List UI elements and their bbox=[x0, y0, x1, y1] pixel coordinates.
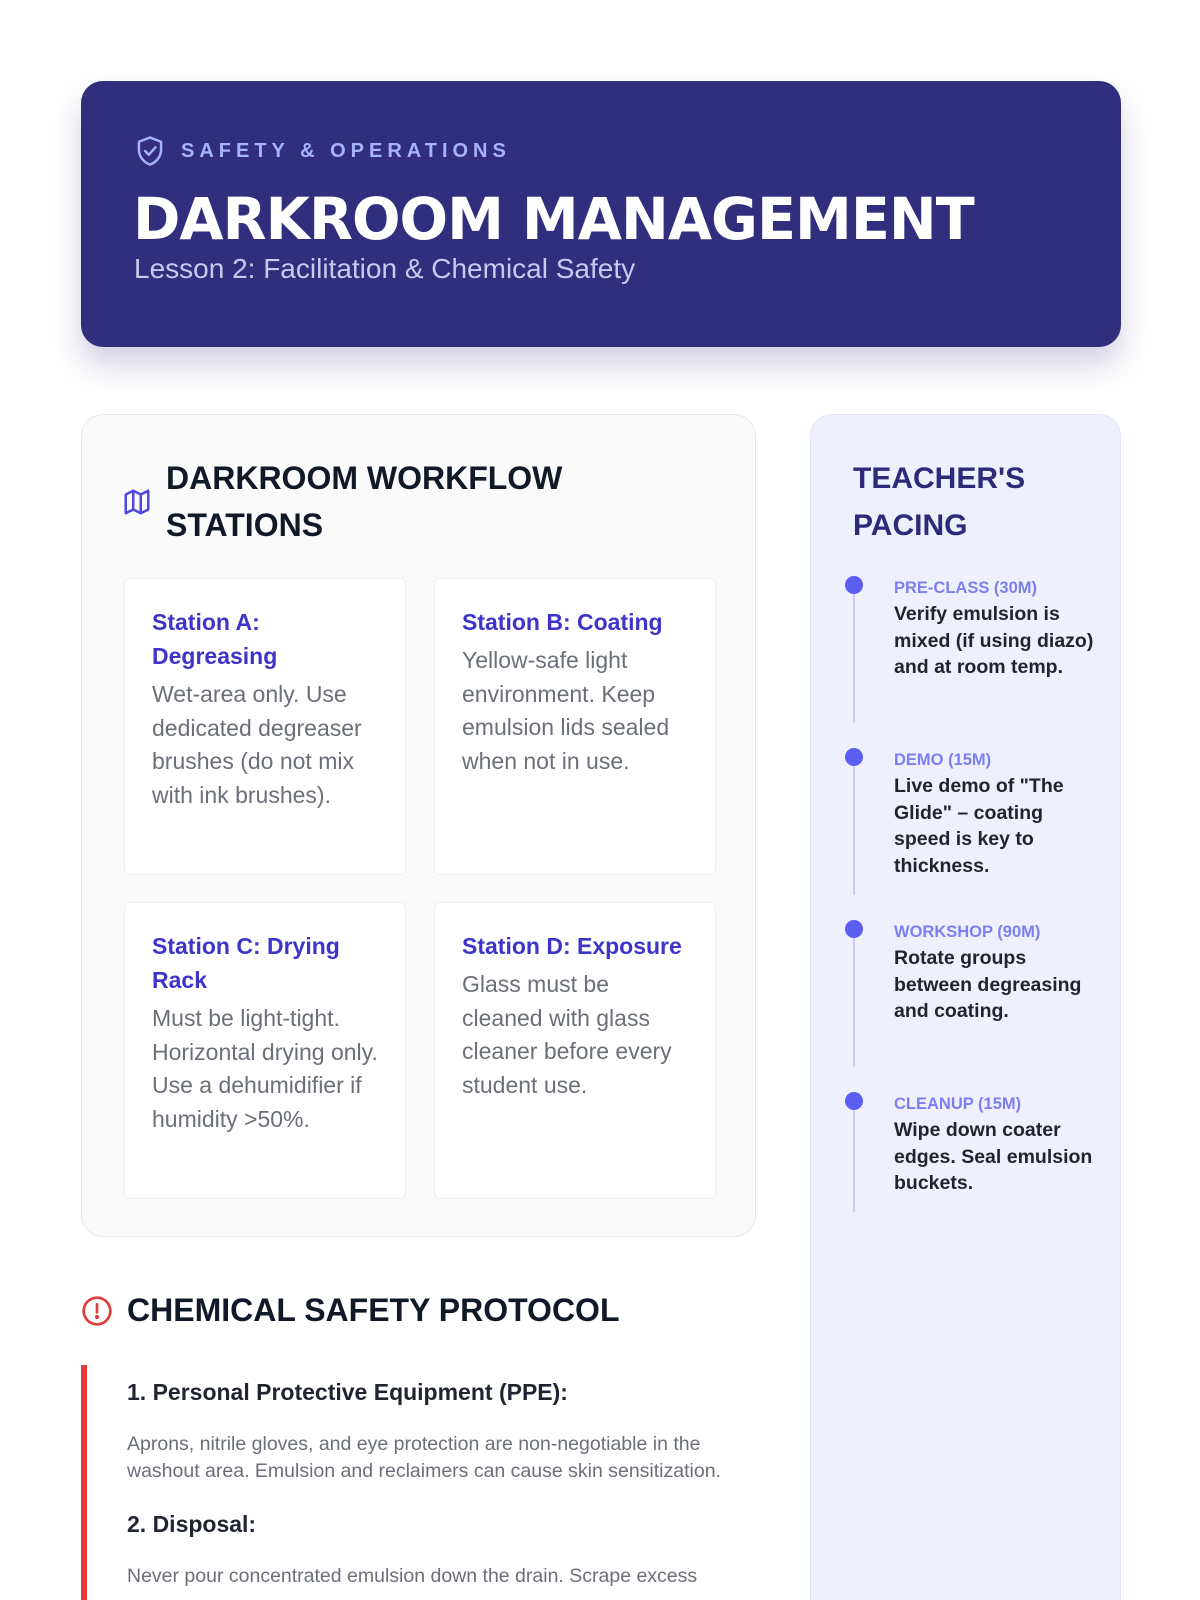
protocol-heading: 1. Personal Protective Equipment (PPE): bbox=[127, 1379, 568, 1405]
timeline-text: Rotate groups between degreasing and coating. bbox=[894, 947, 1082, 1023]
chemical-title: CHEMICAL SAFETY PROTOCOL bbox=[127, 1292, 620, 1328]
chemical-protocol bbox=[81, 1365, 761, 1600]
station-card bbox=[434, 578, 716, 875]
eyebrow-label: SAFETY & OPERATIONS bbox=[181, 139, 511, 162]
timeline-item bbox=[853, 576, 1103, 681]
timeline-label: PRE-CLASS (30M) bbox=[894, 579, 1038, 597]
protocol-item bbox=[127, 1377, 761, 1485]
timeline-line bbox=[853, 594, 855, 723]
timeline-dot bbox=[845, 920, 863, 938]
timeline-line bbox=[853, 938, 855, 1067]
timeline-dot bbox=[845, 576, 863, 594]
timeline-text: Live demo of "The Glide" – coating speed is key to thickness. bbox=[894, 775, 1064, 877]
eyebrow bbox=[135, 135, 511, 167]
station-title: Station B: Coating bbox=[462, 609, 663, 635]
timeline-text: Wipe down coater edges. Seal emulsion buckets. bbox=[894, 1119, 1093, 1195]
protocol-heading: 2. Disposal: bbox=[127, 1511, 257, 1537]
timeline-item bbox=[853, 920, 1103, 1025]
timeline-line bbox=[853, 1110, 855, 1212]
timeline-label: WORKSHOP (90M) bbox=[894, 923, 1041, 941]
station-text: Glass must be cleaned with glass cleaner before every student use. bbox=[462, 971, 672, 1098]
timeline-item bbox=[853, 748, 1103, 879]
map-icon bbox=[122, 487, 152, 517]
timeline-label: CLEANUP (15M) bbox=[894, 1095, 1022, 1113]
workflow-card bbox=[81, 414, 756, 1237]
protocol-text: Aprons, nitrile gloves, and eye protection are non-negotiable in the washout area. Emulsion and reclaimers can cause skin sensitization. bbox=[127, 1433, 721, 1482]
station-text: Yellow-safe light environment. Keep emulsion lids sealed when not in use. bbox=[462, 647, 670, 774]
station-title: Station A: Degreasing bbox=[152, 609, 278, 669]
timeline-label: DEMO (15M) bbox=[894, 751, 992, 769]
station-card bbox=[434, 902, 716, 1199]
alert-circle-icon bbox=[81, 1295, 113, 1327]
station-card bbox=[124, 578, 406, 875]
chemical-header bbox=[81, 1292, 619, 1329]
timeline-line bbox=[853, 766, 855, 895]
station-title: Station D: Exposure bbox=[462, 933, 682, 959]
timeline-dot bbox=[845, 748, 863, 766]
pacing-sidebar bbox=[810, 414, 1121, 1600]
page-title: DARKROOM MANAGEMENT bbox=[133, 185, 974, 253]
pacing-title: TEACHER'S PACING bbox=[853, 462, 1026, 542]
shield-check-icon bbox=[135, 135, 165, 167]
hero-banner bbox=[81, 81, 1121, 347]
timeline-dot bbox=[845, 1092, 863, 1110]
timeline-text: Verify emulsion is mixed (if using diazo) and at room temp. bbox=[894, 603, 1094, 679]
station-text: Wet-area only. Use dedicated degreaser brushes (do not mix with ink brushes). bbox=[152, 681, 362, 808]
workflow-title: DARKROOM WORKFLOW STATIONS bbox=[166, 460, 563, 543]
timeline-item bbox=[853, 1092, 1103, 1197]
page-subtitle: Lesson 2: Facilitation & Chemical Safety bbox=[134, 253, 636, 284]
protocol-item bbox=[127, 1509, 761, 1590]
station-card bbox=[124, 902, 406, 1199]
workflow-header bbox=[122, 455, 626, 549]
protocol-text: Never pour concentrated emulsion down the drain. Scrape excess bbox=[127, 1565, 698, 1587]
station-title: Station C: Drying Rack bbox=[152, 933, 340, 993]
station-text: Must be light-tight. Horizontal drying only. Use a dehumidifier if humidity >50%. bbox=[152, 1005, 378, 1132]
